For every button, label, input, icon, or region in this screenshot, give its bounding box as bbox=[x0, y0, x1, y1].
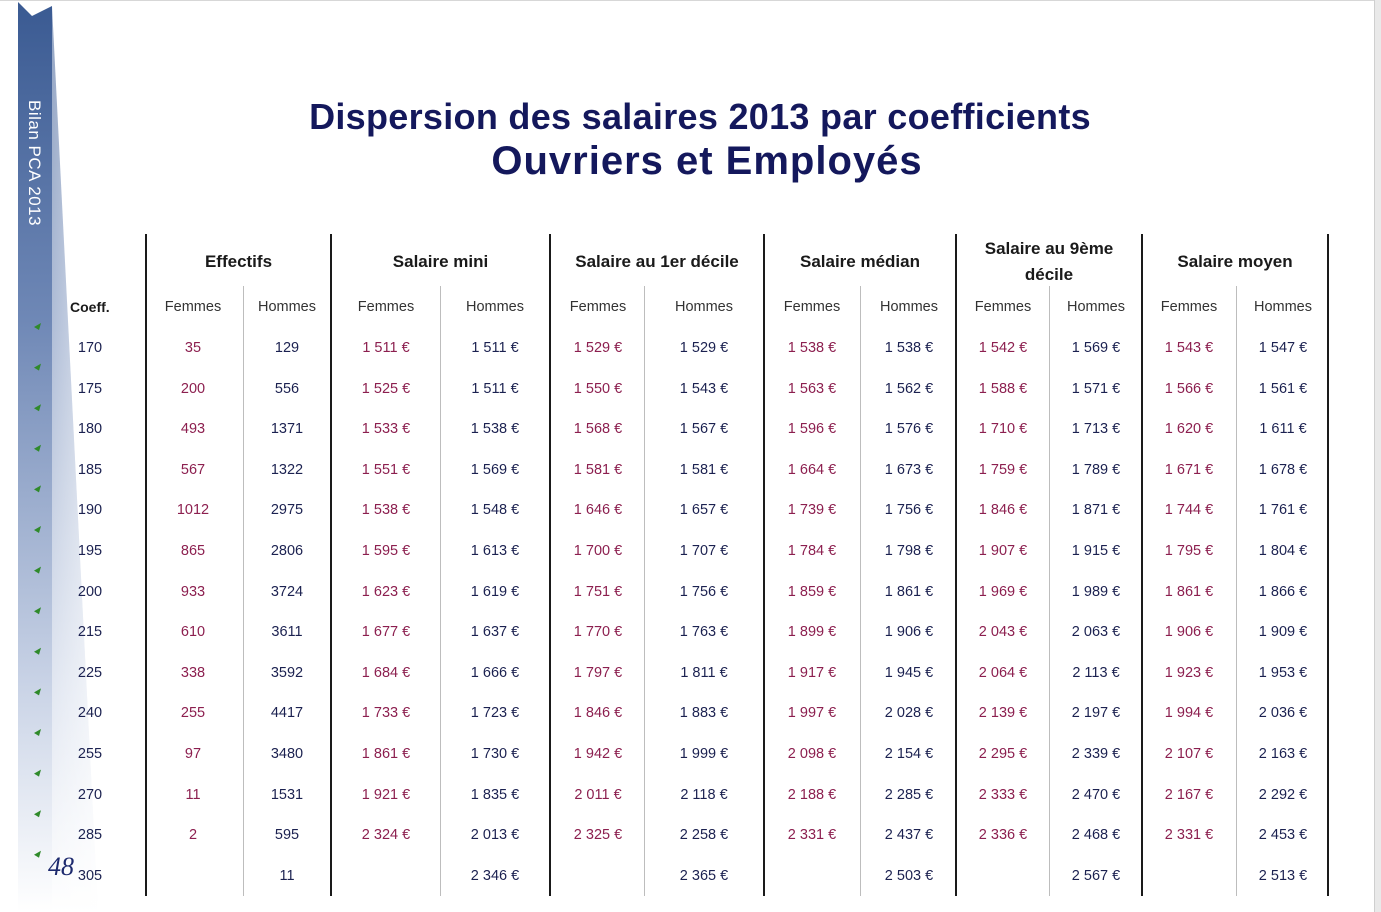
cell-femmes: 1 899 € bbox=[787, 624, 837, 641]
cell-femmes: 1 677 € bbox=[361, 624, 411, 641]
cell-femmes: 1 846 € bbox=[573, 705, 623, 722]
cell-femmes: 1 550 € bbox=[573, 380, 623, 397]
cell-femmes: 1 923 € bbox=[1164, 664, 1214, 681]
cell-femmes: 1 525 € bbox=[361, 380, 411, 397]
page-number: 48 bbox=[48, 852, 74, 881]
cell-femmes: 2 295 € bbox=[978, 746, 1028, 762]
coeff-cell: 170 bbox=[77, 340, 103, 356]
cell-femmes: 1 942 € bbox=[573, 746, 623, 762]
cell-hommes: 1 562 € bbox=[884, 380, 934, 397]
cell-femmes: 200 bbox=[180, 380, 206, 397]
cell-femmes: 1 595 € bbox=[361, 543, 411, 559]
cell-hommes: 1 811 € bbox=[680, 664, 728, 681]
cell-femmes: 1 538 € bbox=[361, 502, 411, 519]
cell-hommes: 3480 bbox=[270, 746, 304, 762]
cell-hommes: 2 258 € bbox=[679, 827, 729, 844]
cell-femmes: 1 538 € bbox=[787, 340, 837, 356]
cell-femmes: 1 620 € bbox=[1164, 421, 1214, 438]
subheader-femmes: Femmes bbox=[569, 299, 627, 315]
cell-hommes: 1 569 € bbox=[1071, 340, 1121, 356]
cell-femmes: 2 333 € bbox=[978, 786, 1028, 803]
coeff-cell: 305 bbox=[77, 867, 103, 884]
cell-hommes: 1 543 € bbox=[679, 380, 729, 397]
cell-hommes: 1 763 € bbox=[679, 624, 729, 641]
cell-femmes: 2 331 € bbox=[787, 827, 837, 844]
cell-hommes: 2 113 € bbox=[1072, 664, 1120, 681]
cell-hommes: 1 538 € bbox=[884, 340, 934, 356]
cell-hommes: 1 909 € bbox=[1258, 624, 1308, 641]
cell-femmes: 1 784 € bbox=[787, 543, 837, 559]
cell-femmes: 1 861 € bbox=[1164, 583, 1214, 600]
cell-hommes: 129 bbox=[274, 340, 300, 356]
cell-femmes: 1 770 € bbox=[573, 624, 623, 641]
cell-hommes: 4417 bbox=[270, 705, 304, 722]
cell-hommes: 2 197 € bbox=[1071, 705, 1121, 722]
group-header: Salaire médian bbox=[799, 252, 920, 271]
cell-hommes: 1 657 € bbox=[679, 502, 729, 519]
cell-hommes: 1 945 € bbox=[884, 664, 934, 681]
subheader-hommes: Hommes bbox=[465, 299, 524, 315]
cell-femmes: 2 043 € bbox=[978, 624, 1028, 641]
coeff-header: Coeff. bbox=[70, 299, 110, 315]
cell-femmes: 610 bbox=[180, 624, 206, 641]
cell-hommes: 1 756 € bbox=[884, 502, 934, 519]
coeff-cell: 195 bbox=[77, 543, 103, 559]
cell-hommes: 1531 bbox=[270, 786, 304, 803]
group-header: Salaire au 1er décile bbox=[575, 252, 739, 271]
cell-femmes: 567 bbox=[180, 461, 206, 478]
cell-femmes: 2 107 € bbox=[1164, 746, 1214, 762]
cell-hommes: 556 bbox=[274, 380, 300, 397]
cell-hommes: 2 513 € bbox=[1258, 867, 1308, 884]
cell-femmes: 1 744 € bbox=[1164, 502, 1214, 519]
subheader-femmes: Femmes bbox=[783, 299, 841, 315]
coeff-cell: 200 bbox=[77, 583, 103, 600]
subheader-hommes: Hommes bbox=[674, 299, 733, 315]
cell-hommes: 1 723 € bbox=[470, 705, 520, 722]
cell-hommes: 2 028 € bbox=[884, 705, 934, 722]
cell-femmes: 1 795 € bbox=[1164, 543, 1214, 559]
cell-hommes: 1 611 € bbox=[1259, 421, 1307, 438]
cell-femmes: 1 994 € bbox=[1164, 705, 1214, 722]
cell-hommes: 1 861 € bbox=[884, 583, 934, 600]
cell-hommes: 1 619 € bbox=[470, 583, 520, 600]
cell-femmes: 1 581 € bbox=[573, 461, 623, 478]
cell-hommes: 1 866 € bbox=[1258, 583, 1308, 600]
cell-femmes: 1 700 € bbox=[573, 543, 623, 559]
cell-hommes: 1 835 € bbox=[470, 786, 520, 803]
cell-femmes: 1 566 € bbox=[1164, 380, 1214, 397]
cell-femmes: 865 bbox=[180, 543, 206, 559]
cell-hommes: 3611 bbox=[271, 624, 303, 641]
cell-femmes: 1 568 € bbox=[573, 421, 623, 438]
subheader-femmes: Femmes bbox=[357, 299, 415, 315]
cell-hommes: 3592 bbox=[270, 664, 304, 681]
cell-hommes: 1 571 € bbox=[1071, 380, 1121, 397]
cell-femmes: 1 671 € bbox=[1164, 461, 1214, 478]
cell-hommes: 1 576 € bbox=[884, 421, 934, 438]
cell-femmes: 1 739 € bbox=[787, 502, 837, 519]
cell-hommes: 2 154 € bbox=[884, 746, 934, 762]
cell-hommes: 1 547 € bbox=[1258, 340, 1308, 356]
cell-hommes: 2 118 € bbox=[680, 786, 728, 803]
cell-femmes: 1 921 € bbox=[361, 786, 411, 803]
cell-femmes: 1 623 € bbox=[361, 583, 411, 600]
cell-hommes: 2975 bbox=[270, 502, 304, 519]
top-border bbox=[0, 0, 1381, 1]
cell-hommes: 1 915 € bbox=[1071, 543, 1121, 559]
cell-femmes: 1 533 € bbox=[361, 421, 411, 438]
cell-hommes: 1 548 € bbox=[470, 502, 520, 519]
cell-hommes: 1 756 € bbox=[679, 583, 729, 600]
cell-hommes: 2 339 € bbox=[1071, 746, 1121, 762]
cell-femmes: 2 139 € bbox=[978, 705, 1028, 722]
cell-hommes: 1 871 € bbox=[1071, 502, 1121, 519]
cell-hommes: 11 bbox=[279, 867, 295, 884]
cell-hommes: 1 713 € bbox=[1071, 421, 1121, 438]
coeff-cell: 185 bbox=[77, 461, 103, 478]
cell-hommes: 2 468 € bbox=[1071, 827, 1121, 844]
cell-femmes: 933 bbox=[180, 583, 206, 600]
cell-femmes: 1 859 € bbox=[787, 583, 837, 600]
cell-femmes: 1 646 € bbox=[573, 502, 623, 519]
cell-femmes: 2 064 € bbox=[978, 664, 1028, 681]
cell-femmes: 1 917 € bbox=[787, 664, 837, 681]
cell-femmes: 1 751 € bbox=[573, 583, 623, 600]
cell-hommes: 1 906 € bbox=[884, 624, 934, 641]
cell-hommes: 1 798 € bbox=[884, 543, 934, 559]
cell-femmes: 2 325 € bbox=[573, 827, 623, 844]
cell-hommes: 2 292 € bbox=[1258, 786, 1308, 803]
cell-femmes: 2 011 € bbox=[574, 786, 622, 803]
cell-hommes: 1322 bbox=[270, 461, 304, 478]
group-header: Effectifs bbox=[204, 252, 273, 271]
cell-hommes: 2 063 € bbox=[1071, 624, 1121, 641]
cell-femmes: 2 098 € bbox=[787, 746, 837, 762]
cell-hommes: 1 883 € bbox=[679, 705, 729, 722]
cell-hommes: 2 346 € bbox=[470, 867, 520, 884]
subheader-hommes: Hommes bbox=[1253, 299, 1312, 315]
cell-femmes: 1 907 € bbox=[978, 543, 1028, 559]
cell-hommes: 3724 bbox=[270, 583, 304, 600]
cell-hommes: 1 673 € bbox=[884, 461, 934, 478]
side-label: Bilan PCA 2013 bbox=[25, 100, 44, 227]
cell-femmes: 1 543 € bbox=[1164, 340, 1214, 356]
cell-hommes: 1 567 € bbox=[679, 421, 729, 438]
cell-hommes: 2 036 € bbox=[1258, 705, 1308, 722]
coeff-cell: 285 bbox=[77, 827, 103, 844]
cell-femmes: 1 969 € bbox=[978, 583, 1028, 600]
cell-hommes: 2 503 € bbox=[884, 867, 934, 884]
cell-femmes: 2 324 € bbox=[361, 827, 411, 844]
cell-hommes: 1 761 € bbox=[1258, 502, 1308, 519]
cell-hommes: 1 999 € bbox=[679, 746, 729, 762]
cell-hommes: 2 437 € bbox=[884, 827, 934, 844]
cell-femmes: 97 bbox=[184, 746, 202, 762]
cell-femmes: 493 bbox=[180, 421, 206, 438]
cell-femmes: 1 797 € bbox=[573, 664, 623, 681]
cell-hommes: 1 707 € bbox=[679, 543, 729, 559]
cell-femmes: 1 664 € bbox=[787, 461, 837, 478]
cell-femmes: 1 997 € bbox=[787, 705, 837, 722]
cell-hommes: 2806 bbox=[270, 543, 304, 559]
cell-femmes: 1 710 € bbox=[978, 421, 1028, 438]
cell-hommes: 1 678 € bbox=[1258, 461, 1308, 478]
cell-hommes: 1 989 € bbox=[1071, 583, 1121, 600]
coeff-cell: 175 bbox=[77, 380, 103, 397]
cell-hommes: 1 730 € bbox=[470, 746, 520, 762]
cell-hommes: 1 529 € bbox=[679, 340, 729, 356]
group-header: Salaire moyen bbox=[1177, 252, 1293, 271]
cell-femmes: 1 596 € bbox=[787, 421, 837, 438]
cell-hommes: 2 365 € bbox=[679, 867, 729, 884]
subheader-hommes: Hommes bbox=[257, 299, 316, 315]
coeff-cell: 270 bbox=[77, 786, 103, 803]
cell-femmes: 338 bbox=[180, 664, 206, 681]
cell-hommes: 2 285 € bbox=[884, 786, 934, 803]
coeff-cell: 240 bbox=[77, 705, 103, 722]
cell-hommes: 1 511 € bbox=[471, 340, 519, 356]
cell-hommes: 1 538 € bbox=[470, 421, 520, 438]
cell-femmes: 1 846 € bbox=[978, 502, 1028, 519]
cell-femmes: 1 529 € bbox=[573, 340, 623, 356]
coeff-cell: 215 bbox=[77, 624, 103, 641]
subheader-femmes: Femmes bbox=[974, 299, 1032, 315]
subheader-hommes: Hommes bbox=[1066, 299, 1125, 315]
cell-hommes: 2 013 € bbox=[470, 827, 520, 844]
cell-femmes: 2 188 € bbox=[787, 786, 837, 803]
cell-femmes: 1012 bbox=[176, 502, 210, 519]
cell-femmes: 1 684 € bbox=[361, 664, 411, 681]
coeff-cell: 255 bbox=[77, 746, 103, 762]
cell-hommes: 1 561 € bbox=[1258, 380, 1308, 397]
cell-hommes: 2 470 € bbox=[1071, 786, 1121, 803]
subheader-femmes: Femmes bbox=[164, 299, 222, 315]
cell-hommes: 1 511 € bbox=[471, 380, 519, 397]
cell-hommes: 1 666 € bbox=[470, 664, 520, 681]
cell-femmes: 1 563 € bbox=[787, 380, 837, 397]
cell-femmes: 1 551 € bbox=[361, 461, 411, 478]
cell-hommes: 1 804 € bbox=[1258, 543, 1308, 559]
group-header: Salaire au 9ème décile bbox=[984, 239, 1114, 284]
cell-femmes: 2 bbox=[188, 827, 198, 844]
subheader-femmes: Femmes bbox=[1160, 299, 1218, 315]
cell-hommes: 2 453 € bbox=[1258, 827, 1308, 844]
cell-femmes: 1 906 € bbox=[1164, 624, 1214, 641]
cell-femmes: 1 511 € bbox=[362, 340, 410, 356]
cell-hommes: 2 163 € bbox=[1258, 746, 1308, 762]
cell-femmes: 2 331 € bbox=[1164, 827, 1214, 844]
cell-femmes: 255 bbox=[180, 705, 206, 722]
cell-femmes: 1 861 € bbox=[361, 746, 411, 762]
subcolumn-divider bbox=[440, 286, 441, 896]
coeff-cell: 190 bbox=[77, 502, 103, 519]
cell-femmes: 11 bbox=[185, 786, 201, 803]
cell-femmes: 1 733 € bbox=[361, 705, 411, 722]
cell-femmes: 1 542 € bbox=[978, 340, 1028, 356]
cell-hommes: 1371 bbox=[270, 421, 304, 438]
coeff-cell: 225 bbox=[77, 664, 103, 681]
coeff-cell: 180 bbox=[77, 421, 103, 438]
cell-hommes: 1 789 € bbox=[1071, 461, 1121, 478]
cell-hommes: 595 bbox=[274, 827, 300, 844]
page-title: Dispersion des salaires 2013 par coefficients bbox=[309, 96, 1091, 137]
cell-hommes: 1 613 € bbox=[470, 543, 520, 559]
cell-femmes: 1 759 € bbox=[978, 461, 1028, 478]
page-subtitle: Ouvriers et Employés bbox=[491, 139, 923, 183]
cell-hommes: 2 567 € bbox=[1071, 867, 1121, 884]
cell-hommes: 1 581 € bbox=[679, 461, 729, 478]
cell-femmes: 2 336 € bbox=[978, 827, 1028, 844]
cell-hommes: 1 953 € bbox=[1258, 664, 1308, 681]
subheader-hommes: Hommes bbox=[879, 299, 938, 315]
group-header: Salaire mini bbox=[392, 252, 489, 271]
cell-femmes: 1 588 € bbox=[978, 380, 1028, 397]
cell-hommes: 1 637 € bbox=[470, 624, 520, 641]
cell-femmes: 35 bbox=[184, 340, 202, 356]
cell-femmes: 2 167 € bbox=[1164, 786, 1214, 803]
cell-hommes: 1 569 € bbox=[470, 461, 520, 478]
